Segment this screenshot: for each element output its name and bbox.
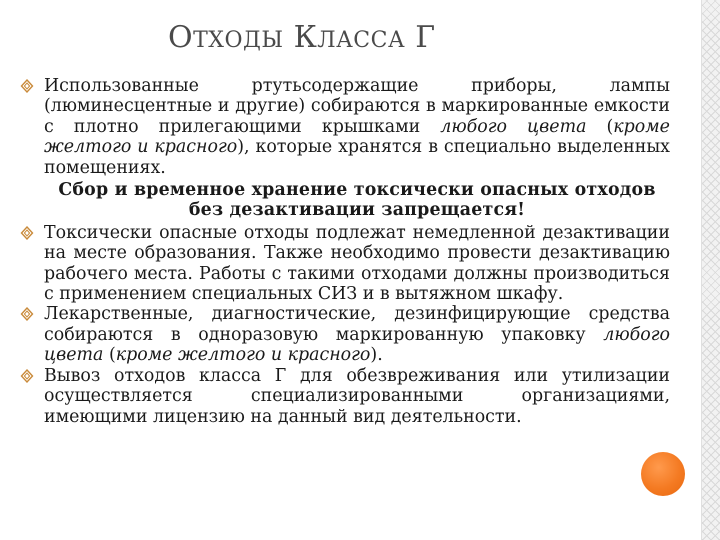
- title-word-2: ЛАССА: [317, 28, 406, 53]
- title-initial-2: К: [293, 20, 318, 55]
- item-text: Использованные ртутьсодержащие приборы, лампы (люминесцентные и другие) собираются в маркированные емкости с плотно прилегающими крышками: [44, 76, 670, 137]
- diamond-bullet-icon: [20, 369, 34, 383]
- item-italic: любого цвета: [440, 116, 587, 137]
- item-text: (: [103, 345, 116, 366]
- item-text: Токсически опасные отходы подлежат немедленной дезактивации на месте образования. Также необходимо провести дезактивацию рабочего места. Работы с такими отходами должны производиться с применением специальных СИЗ и в вытяжном шкафу.: [44, 222, 670, 305]
- item-italic: кроме желтого и красного: [44, 116, 670, 158]
- diamond-bullet-icon: [20, 79, 34, 93]
- diamond-bullet-icon: [20, 307, 34, 321]
- item-text: Вывоз отходов класса Г для обезвреживания или утилизации осуществляется специализированными организациями, имеющими лицензию на данный вид деятельности.: [44, 365, 670, 427]
- item-text: ), которые хранятся в специально выделенных помещениях.: [44, 137, 670, 178]
- item-text: Лекарственные, диагностические, дезинфицирующие средства собираются в одноразовую маркированную упаковку: [44, 304, 670, 345]
- title-initial-1: О: [168, 20, 194, 55]
- item-text: ).: [370, 345, 383, 366]
- decorative-border: [701, 0, 720, 540]
- diamond-bullet-icon: [20, 226, 34, 240]
- item-italic: кроме желтого и красного: [115, 345, 371, 366]
- item-italic: любого цвета: [44, 324, 670, 366]
- orange-circle-decoration: [641, 452, 685, 496]
- slide-body: [20, 76, 670, 427]
- list-item: [20, 223, 670, 305]
- warning-text: Сбор и временное хранение токсически опасных отходов без дезактивации запрещается!: [58, 180, 656, 221]
- slide-title: [168, 20, 436, 55]
- title-letter: Г: [415, 20, 436, 55]
- list-item: [20, 304, 670, 365]
- list-item: [20, 366, 670, 427]
- item-text: (: [586, 116, 614, 137]
- list-item: [20, 76, 670, 178]
- title-word-1: ТХОДЫ: [193, 28, 284, 53]
